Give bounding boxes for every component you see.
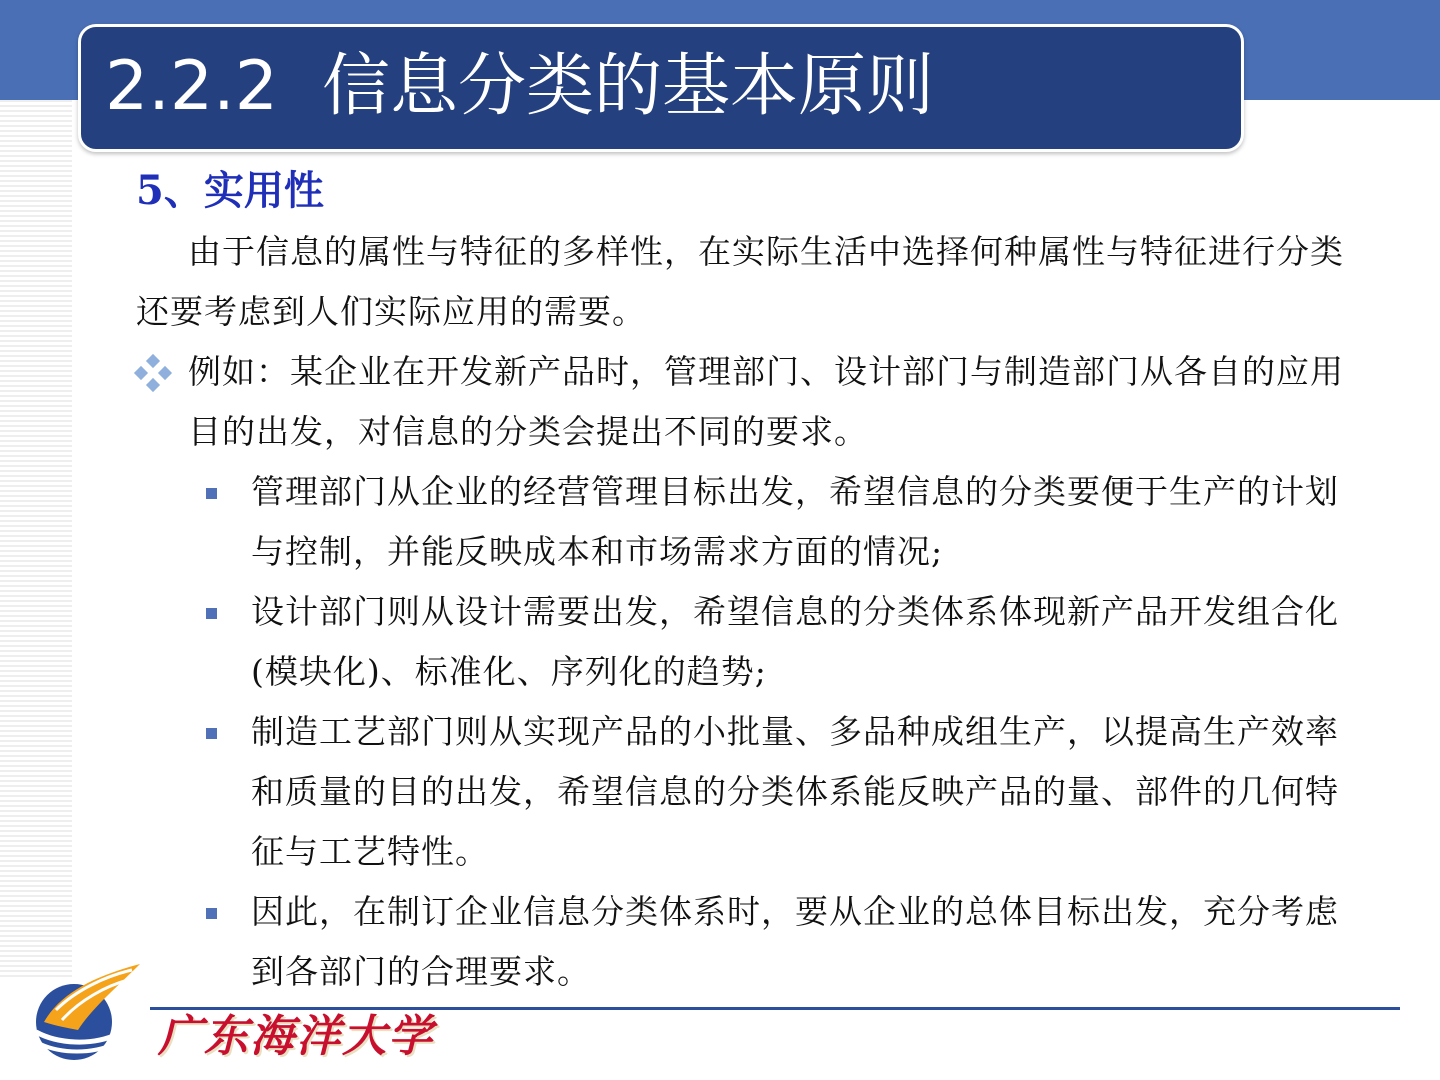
slide-title: [105, 45, 934, 129]
section-heading: 5、实用性: [136, 167, 324, 214]
left-stripe-decor: [0, 100, 72, 980]
bullet-item-manufacturing: 制造工艺部门则从实现产品的小批量、多品种成组生产，以提高生产效率和质量的目的出发，希望信息的分类体系能反映产品的量、部件的几何特征与工艺特性。: [251, 712, 1339, 871]
university-logo: [22, 960, 146, 1064]
title-number: 2.2.2: [105, 47, 279, 126]
example-paragraph: 例如：某企业在开发新产品时，管理部门、设计部门与制造部门从各自的应用目的出发，对信息的分类会提出不同的要求。: [188, 352, 1344, 451]
bullet-item-management: 管理部门从企业的经营管理目标出发，希望信息的分类要便于生产的计划与控制，并能反映成本和市场需求方面的情况;: [251, 472, 1339, 571]
square-bullet-icon: [206, 728, 217, 739]
title-text: 信息分类的基本原则: [322, 47, 935, 126]
intro-paragraph: 由于信息的属性与特征的多样性，在实际生活中选择何种属性与特征进行分类还要考虑到人们实际应用的需要。: [136, 232, 1344, 331]
title-bar: [78, 24, 1244, 152]
square-bullet-icon: [206, 488, 217, 499]
school-name: 广东海洋大学: [158, 1011, 434, 1062]
square-bullet-icon: [206, 608, 217, 619]
bullet-item-conclusion: 因此，在制订企业信息分类体系时，要从企业的总体目标出发，充分考虑到各部门的合理要求。: [251, 892, 1339, 991]
four-diamond-icon: [136, 356, 170, 390]
square-bullet-icon: [206, 908, 217, 919]
bullet-item-design: 设计部门则从设计需要出发，希望信息的分类体系体现新产品开发组合化(模块化)、标准化、序列化的趋势;: [251, 592, 1339, 691]
